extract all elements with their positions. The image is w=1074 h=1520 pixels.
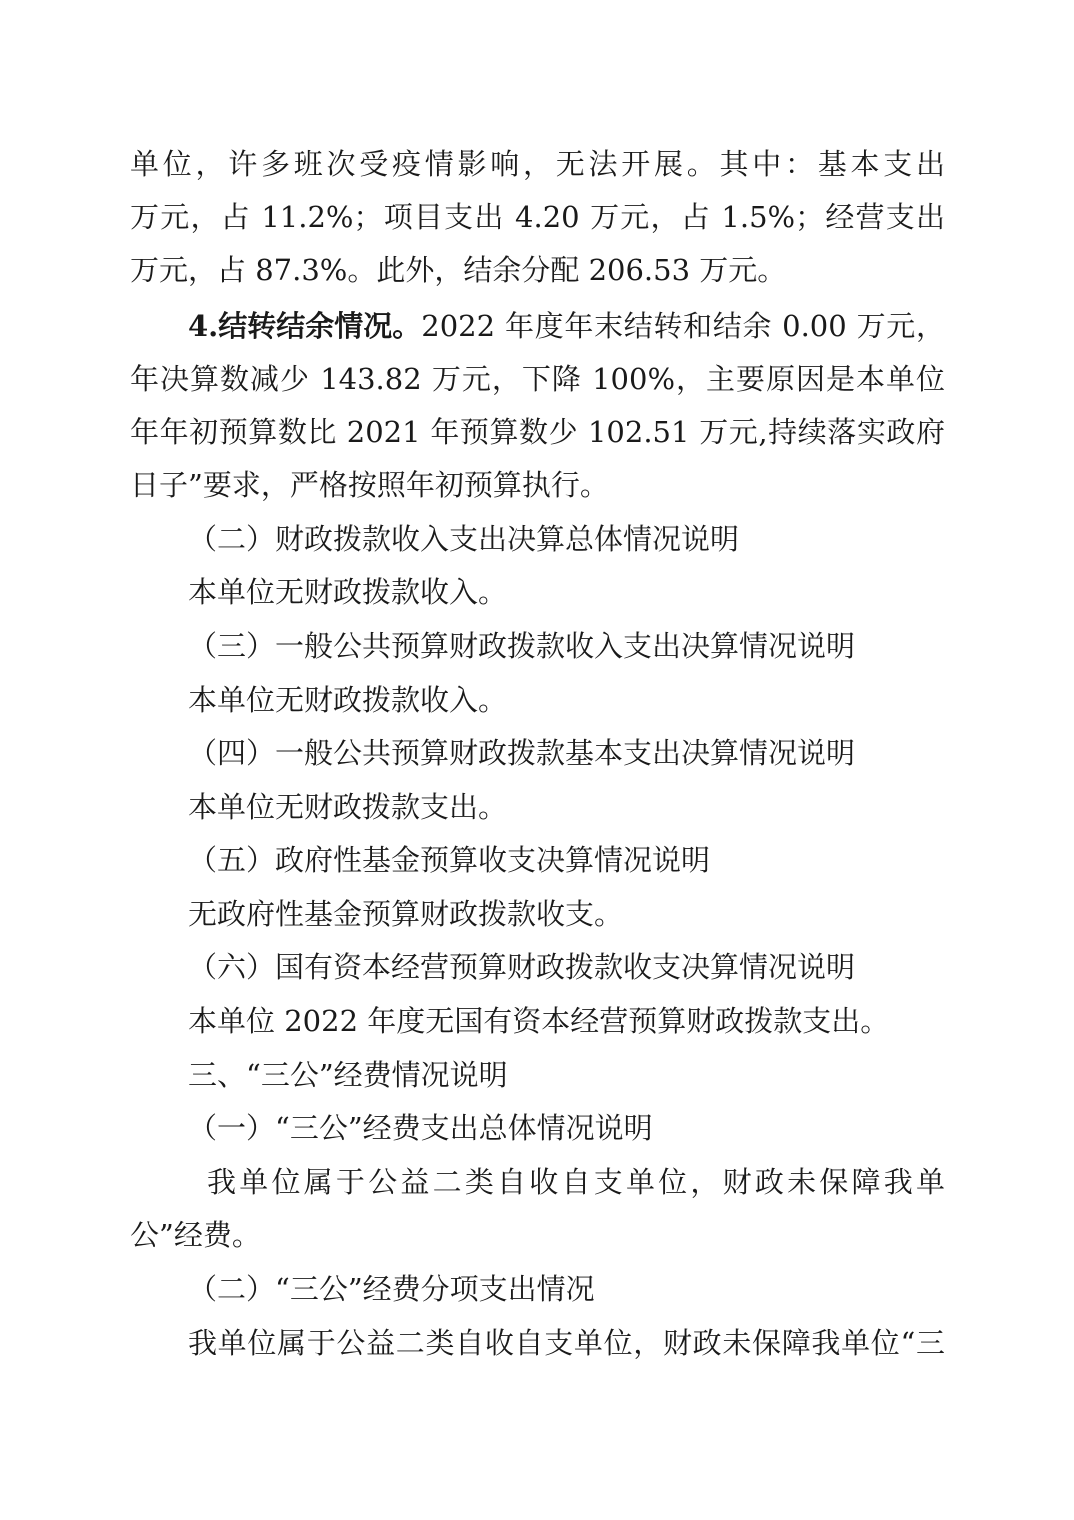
paragraph-text: 2022 年度年末结转和结余 0.00 万元， — [421, 309, 945, 343]
subheading-general-budget-basic: （四）一般公共预算财政拨款基本支出决算情况说明 — [188, 736, 856, 770]
paragraph-line: 单位，许多班次受疫情影响，无法开展。其中：基本支出 — [130, 147, 945, 181]
paragraph-line: 无政府性基金预算财政拨款收支。 — [188, 897, 624, 931]
section-heading-three-public: 三、“三公”经费情况说明 — [188, 1058, 508, 1092]
section-4-first-line — [188, 308, 945, 344]
subheading-three-public-items: （二）“三公”经费分项支出情况 — [188, 1272, 595, 1306]
paragraph-line: 本单位无财政拨款支出。 — [188, 790, 508, 824]
paragraph-line: 我单位属于公益二类自收自支单位，财政未保障我单位“三 — [188, 1326, 945, 1360]
paragraph-line: 年决算数减少 143.82 万元，下降 100%，主要原因是本单位 — [130, 362, 945, 396]
paragraph-line: 日子”要求，严格按照年初预算执行。 — [130, 468, 609, 502]
paragraph-line: 公”经费。 — [130, 1218, 261, 1252]
paragraph-line: 年年初预算数比 2021 年预算数少 102.51 万元,持续落实政府 — [130, 415, 945, 449]
heading-carryover-balance: 4.结转结余情况。 — [188, 309, 422, 343]
subheading-fiscal-overall: （二）财政拨款收入支出决算总体情况说明 — [188, 522, 740, 556]
paragraph-line: 我单位属于公益二类自收自支单位，财政未保障我单 — [207, 1165, 945, 1199]
paragraph-line: 本单位 2022 年度无国有资本经营预算财政拨款支出。 — [188, 1004, 890, 1038]
paragraph-line: 万元，占 11.2%；项目支出 4.20 万元，占 1.5%；经营支出 — [130, 200, 945, 234]
paragraph-line: 本单位无财政拨款收入。 — [188, 575, 508, 609]
subheading-three-public-overall: （一）“三公”经费支出总体情况说明 — [188, 1111, 653, 1145]
subheading-general-budget-income: （三）一般公共预算财政拨款收入支出决算情况说明 — [188, 629, 856, 663]
paragraph-line: 万元，占 87.3%。此外，结余分配 206.53 万元。 — [130, 253, 787, 287]
paragraph-line: 本单位无财政拨款收入。 — [188, 683, 508, 717]
subheading-government-fund: （五）政府性基金预算收支决算情况说明 — [188, 843, 711, 877]
subheading-state-capital: （六）国有资本经营预算财政拨款收支决算情况说明 — [188, 950, 856, 984]
